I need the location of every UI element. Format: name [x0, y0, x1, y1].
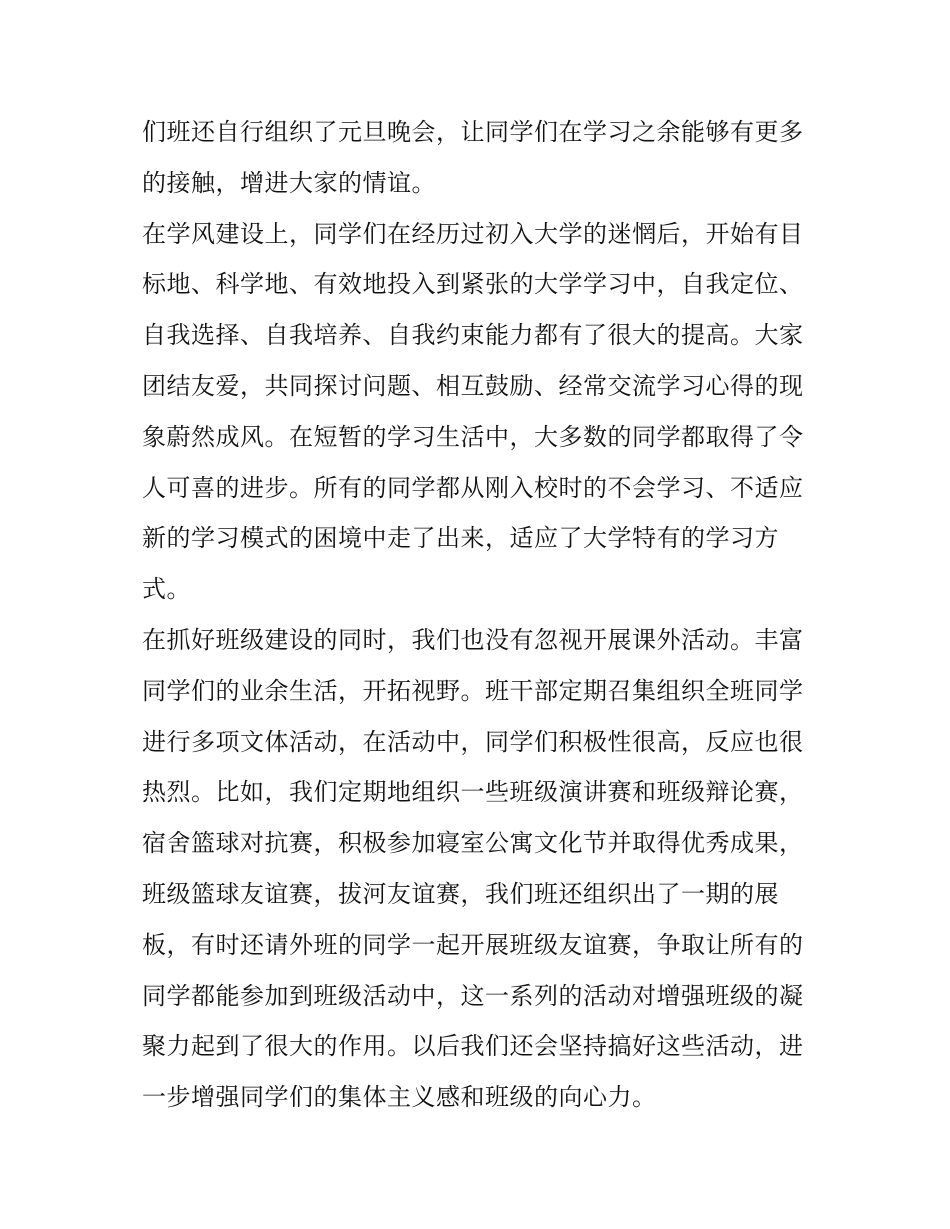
text-line: 人可喜的进步。所有的同学都从刚入校时的不会学习、不适应: [142, 473, 804, 502]
text-line: 班级篮球友谊赛，拔河友谊赛，我们班还组织出了一期的展: [142, 879, 779, 908]
text-line: 板，有时还请外班的同学一起开展班级友谊赛，争取让所有的: [142, 930, 804, 959]
text-line: 象蔚然成风。在短暂的学习生活中，大多数的同学都取得了令: [142, 422, 804, 451]
text-line: 式。: [142, 575, 191, 604]
text-line: 在抓好班级建设的同时，我们也没有忽视开展课外活动。丰富: [142, 625, 804, 654]
text-line: 自我选择、自我培养、自我约束能力都有了很大的提高。大家: [142, 321, 804, 350]
text-line: 进行多项文体活动，在活动中，同学们积极性很高，反应也很: [142, 727, 804, 756]
text-line: 聚力起到了很大的作用。以后我们还会坚持搞好这些活动，进: [142, 1032, 804, 1061]
text-line: 宿舍篮球对抗赛，积极参加寝室公寓文化节并取得优秀成果，: [142, 829, 804, 858]
text-line: 在学风建设上，同学们在经历过初入大学的迷惘后，开始有目: [142, 219, 804, 248]
text-line: 同学都能参加到班级活动中，这一系列的活动对增强班级的凝: [142, 981, 804, 1010]
text-line: 热烈。比如，我们定期地组织一些班级演讲赛和班级辩论赛，: [142, 778, 804, 807]
text-line: 的接触，增进大家的情谊。: [142, 168, 436, 197]
text-line: 新的学习模式的困境中走了出来，适应了大学特有的学习方: [142, 524, 779, 553]
document-body: [142, 107, 814, 1123]
text-line: 一步增强同学们的集体主义感和班级的向心力。: [142, 1083, 657, 1112]
text-line: 们班还自行组织了元旦晚会，让同学们在学习之余能够有更多: [142, 118, 804, 146]
text-line: 标地、科学地、有效地投入到紧张的大学学习中，自我定位、: [142, 270, 804, 299]
text-line: 同学们的业余生活，开拓视野。班干部定期召集组织全班同学: [142, 676, 804, 705]
text-line: 团结友爱，共同探讨问题、相互鼓励、经常交流学习心得的现: [142, 371, 804, 400]
